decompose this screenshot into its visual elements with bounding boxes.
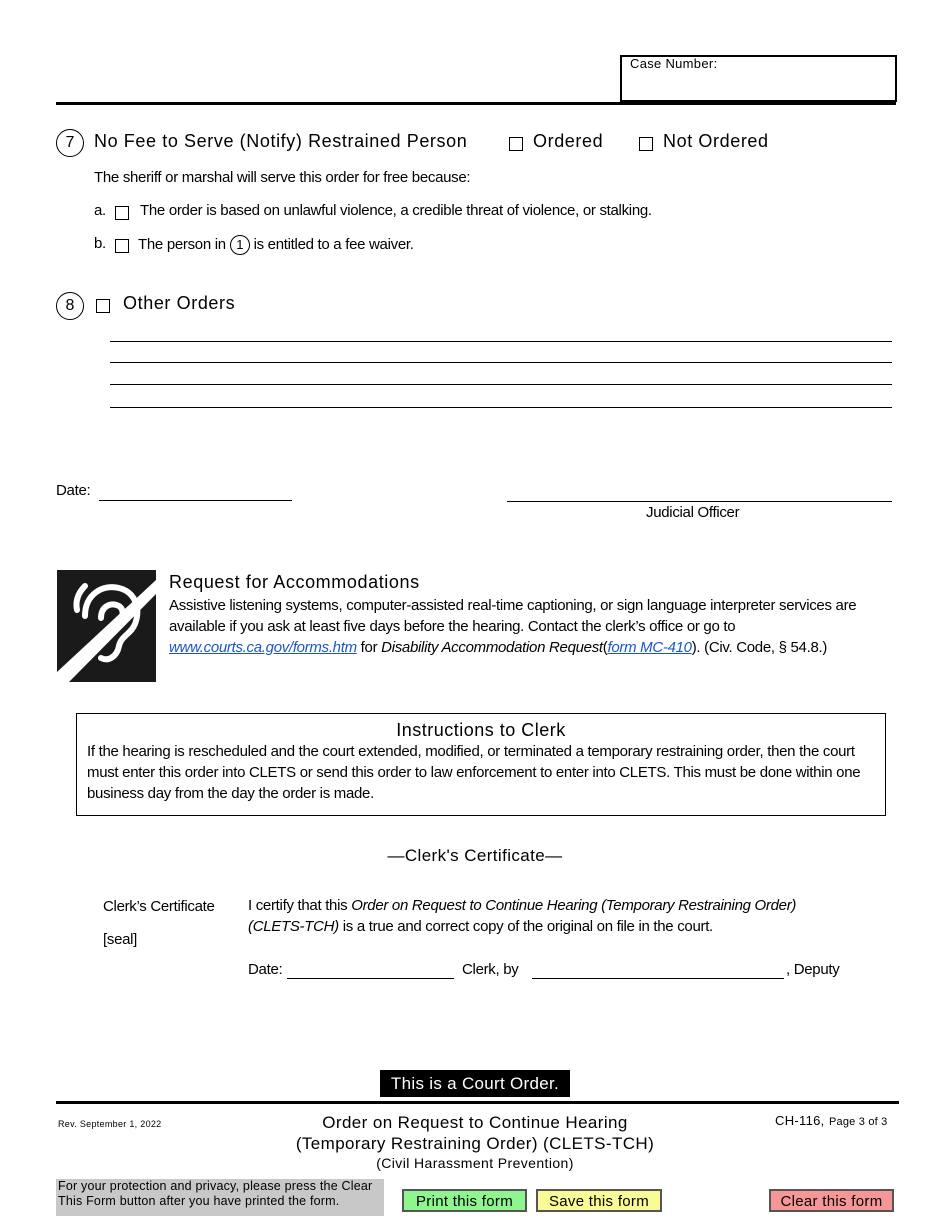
print-form-button[interactable]: Print this form xyxy=(402,1189,527,1212)
seal-label: [seal] xyxy=(103,931,138,948)
paren-open: ( xyxy=(602,639,608,656)
judicial-officer-signature-line[interactable] xyxy=(507,501,892,502)
item-7-number: 7 xyxy=(56,129,84,157)
accommodations-citation: ). (Civ. Code, § 54.8.) xyxy=(691,639,828,656)
item-7b-marker: b. xyxy=(94,235,106,252)
form-mc410-link[interactable]: form MC-410 xyxy=(607,639,692,656)
clerks-certificate-heading: —Clerk's Certificate— xyxy=(387,846,563,865)
date-line[interactable] xyxy=(99,500,292,501)
other-orders-line-2[interactable] xyxy=(110,362,892,363)
clerk-signature-line[interactable] xyxy=(532,978,784,979)
instructions-title: Instructions to Clerk xyxy=(396,720,566,740)
certify-post: is a true and correct copy of the original on file in the court. xyxy=(342,918,713,935)
form-id: CH-116, xyxy=(775,1113,825,1128)
hearing-assistance-icon xyxy=(57,570,156,682)
clerk-by-label: Clerk, by xyxy=(462,961,519,978)
ordered-label: Ordered xyxy=(533,131,604,151)
accommodations-body: Assistive listening systems, computer-assisted real-time captioning, or sign language interpreter services are available if you ask at least five days before the hearing. Contact the clerk’s office or go to xyxy=(169,597,857,635)
certificate-date-label: Date: xyxy=(248,961,283,978)
deputy-label: , Deputy xyxy=(786,961,840,978)
header-divider xyxy=(56,102,896,105)
accommodations-for: for xyxy=(360,639,378,656)
other-orders-checkbox[interactable] xyxy=(96,299,110,313)
case-number-field[interactable] xyxy=(620,55,897,102)
revision-date: Rev. September 1, 2022 xyxy=(58,1119,162,1129)
other-orders-line-3[interactable] xyxy=(110,384,892,385)
disability-request-title: Disability Accommodation Request xyxy=(381,639,603,656)
item-7a-checkbox[interactable] xyxy=(115,206,129,220)
instructions-text: If the hearing is rescheduled and the court extended, modified, or terminated a temporary restraining order, then the court must enter this order into CLETS or send this order to law enforcement to enter into CLETS. This must be done within one business day from the day the order is made. xyxy=(87,743,861,802)
item-8-number: 8 xyxy=(56,292,84,320)
item-7b-checkbox[interactable] xyxy=(115,239,129,253)
courts-forms-link[interactable]: www.courts.ca.gov/forms.htm xyxy=(169,639,357,656)
other-orders-line-1[interactable] xyxy=(110,341,892,342)
item-7b-text-pre: The person in xyxy=(138,235,226,253)
not-ordered-label: Not Ordered xyxy=(663,131,769,151)
certificate-date-line[interactable] xyxy=(287,978,454,979)
item-8-title: Other Orders xyxy=(123,293,236,313)
certify-form-title: Order on Request to Continue Hearing (Temporary Restraining Order) (CLETS-TCH) xyxy=(248,897,797,935)
privacy-notice: For your protection and privacy, please press the Clear This Form button after you have printed the form. xyxy=(56,1179,384,1216)
item-7b-line xyxy=(138,235,414,255)
item-7a-text: The order is based on unlawful violence, a credible threat of violence, or stalking. xyxy=(140,202,652,219)
ordered-checkbox[interactable] xyxy=(509,137,523,151)
page-number: Page 3 of 3 xyxy=(829,1116,888,1128)
form-title-line-2: (Temporary Restraining Order) (CLETS-TCH) xyxy=(295,1134,655,1153)
not-ordered-checkbox[interactable] xyxy=(639,137,653,151)
clear-form-button[interactable]: Clear this form xyxy=(769,1189,894,1212)
accommodations-text xyxy=(169,595,889,658)
certification-text xyxy=(248,895,838,937)
form-title-line-3: (Civil Harassment Prevention) xyxy=(376,1155,574,1171)
other-orders-line-4[interactable] xyxy=(110,407,892,408)
save-form-button[interactable]: Save this form xyxy=(536,1189,662,1212)
form-title-line-1: Order on Request to Continue Hearing xyxy=(322,1113,628,1132)
item-1-reference: 1 xyxy=(230,235,250,255)
certify-pre: I certify that this xyxy=(248,897,348,914)
judicial-officer-label: Judicial Officer xyxy=(646,504,740,521)
clerks-certificate-label: Clerk’s Certificate xyxy=(103,898,215,915)
item-7-title: No Fee to Serve (Notify) Restrained Person xyxy=(94,131,468,151)
date-label: Date: xyxy=(56,482,91,499)
court-order-banner: This is a Court Order. xyxy=(380,1070,570,1097)
accommodations-title: Request for Accommodations xyxy=(169,572,420,592)
case-number-label: Case Number: xyxy=(630,56,718,71)
item-7a-marker: a. xyxy=(94,202,106,219)
footer-divider xyxy=(56,1101,899,1104)
instructions-to-clerk-box xyxy=(76,713,886,816)
form-id-block xyxy=(775,1112,887,1130)
item-7-intro: The sheriff or marshal will serve this order for free because: xyxy=(94,169,471,186)
item-7b-text-post: is entitled to a fee waiver. xyxy=(253,235,414,253)
